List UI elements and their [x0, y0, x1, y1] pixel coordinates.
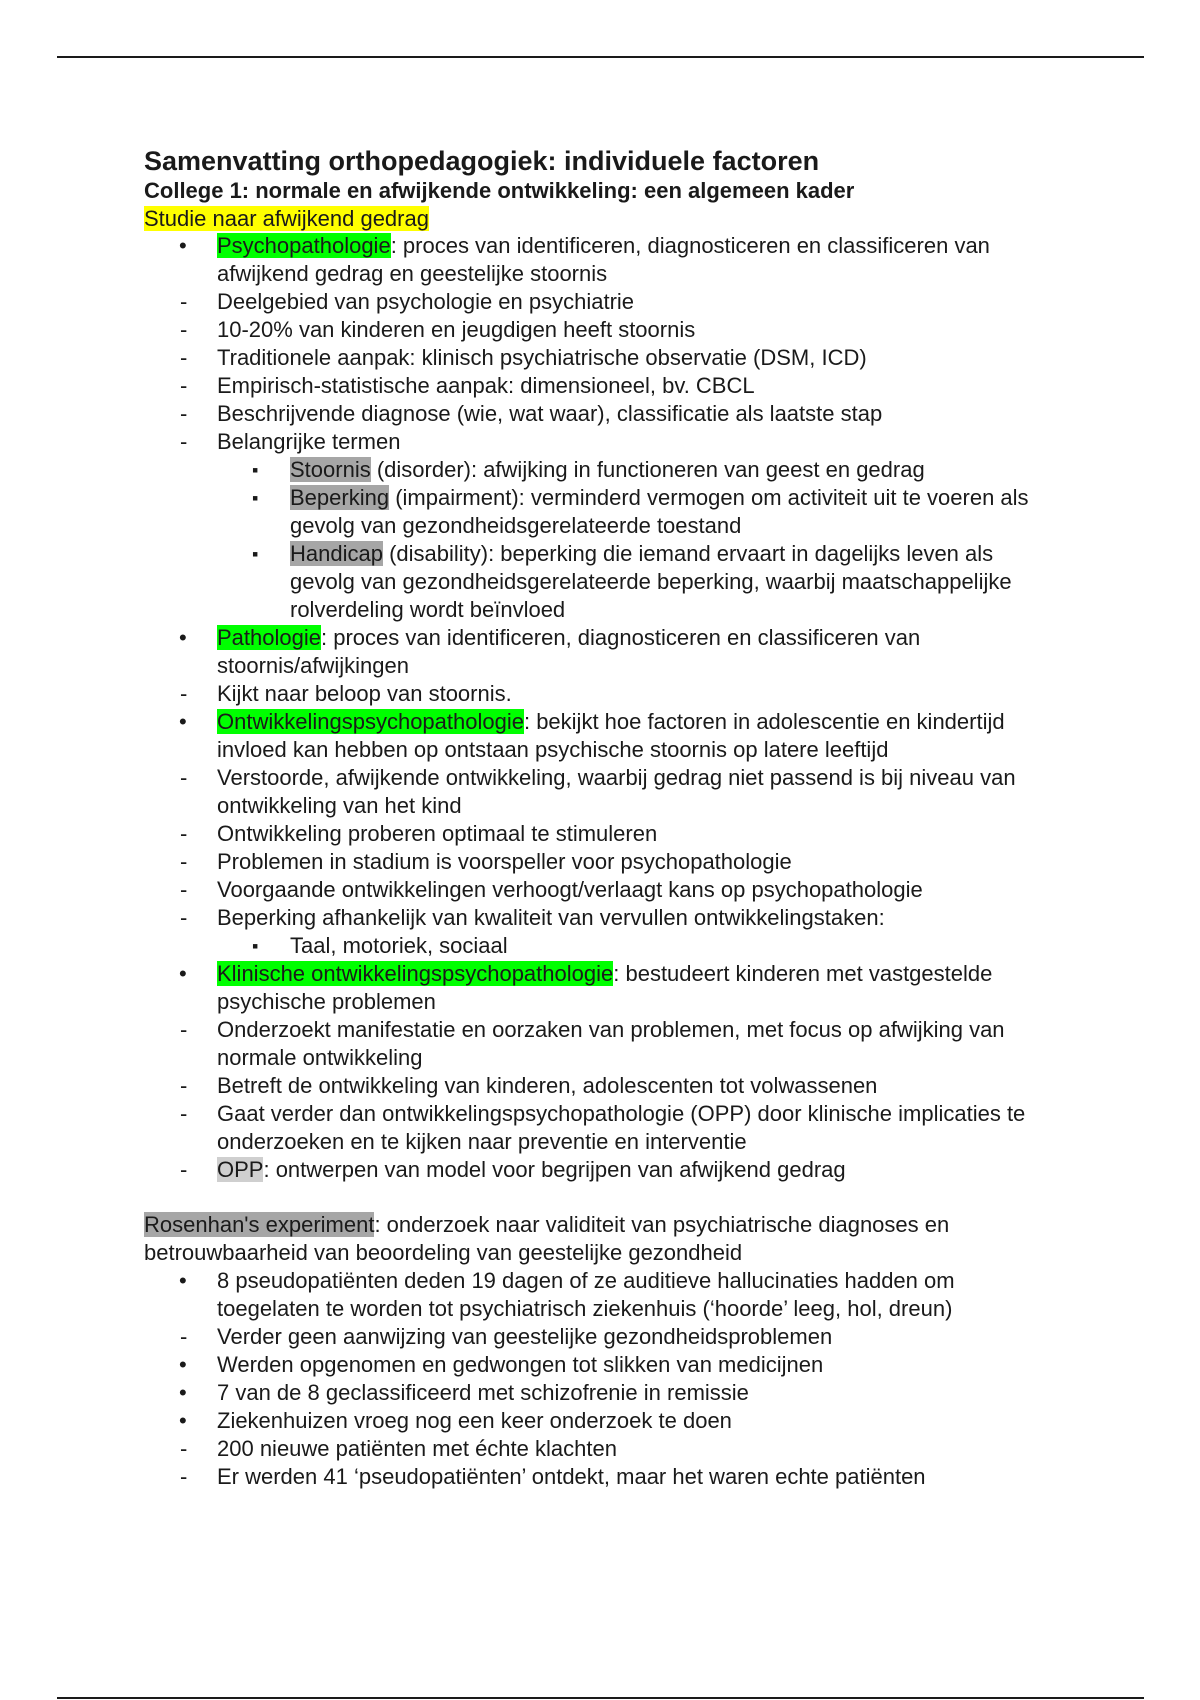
def-beperking: (impairment): verminderd vermogen om activiteit uit te voeren als gevolg van gezondheidsgerelateerde toestand — [290, 485, 1029, 538]
list-item: ▪ Taal, motoriek, sociaal — [217, 932, 1044, 960]
document-body — [144, 145, 1044, 1491]
ziekenhuizen-sublist — [180, 1435, 1044, 1491]
section-label — [144, 205, 1044, 232]
bullet-klinische-ontwikkelingspsychopathologie — [144, 960, 1044, 1184]
list-item: - Er werden 41 ‘pseudopatiënten’ ontdekt, maar het waren echte patiënten — [180, 1463, 1044, 1491]
bullet-ontwikkelingspsychopathologie — [144, 708, 1044, 960]
def-opp: : ontwerpen van model voor begrijpen van afwijkend gedrag — [263, 1157, 846, 1182]
bullet-text: Ziekenhuizen vroeg nog een keer onderzoek te doen — [217, 1408, 732, 1433]
bottom-rule — [57, 1697, 1144, 1699]
bullet-psychopathologie — [144, 232, 1044, 624]
list-item-label: Beperking afhankelijk van kwaliteit van vervullen ontwikkelingstaken: — [217, 905, 885, 930]
term-item-handicap — [217, 540, 1044, 624]
term-pathologie: Pathologie — [217, 625, 321, 650]
bullet-geclassificeerd: • 7 van de 8 geclassificeerd met schizofrenie in remissie — [144, 1379, 1044, 1407]
rosenhan-bullet-list — [144, 1267, 1044, 1491]
psychopathologie-sublist — [180, 288, 1044, 624]
term-item-beperking — [217, 484, 1044, 540]
term-opp: OPP — [217, 1157, 264, 1182]
list-item: - Voorgaande ontwikkelingen verhoogt/verlaagt kans op psychopathologie — [180, 876, 1044, 904]
term-item-stoornis — [217, 456, 1044, 484]
list-item: - Kijkt naar beloop van stoornis. — [180, 680, 1044, 708]
term-handicap: Handicap — [290, 541, 383, 566]
term-psychopathologie: Psychopathologie — [217, 233, 391, 258]
klinische-sublist — [180, 1016, 1044, 1184]
bullet-text: 8 pseudopatiënten deden 19 dagen of ze auditieve hallucinaties hadden om toegelaten te worden tot psychiatrisch ziekenhuis (‘hoorde’ leeg, hol, dreun) — [217, 1268, 955, 1321]
college-heading: College 1: normale en afwijkende ontwikkeling: een algemeen kader — [144, 178, 855, 203]
list-item: - Onderzoekt manifestatie en oorzaken van problemen, met focus op afwijking van normale ontwikkeling — [180, 1016, 1044, 1072]
spacer — [144, 1184, 1044, 1211]
ontwikkelingspsychopathologie-sublist — [180, 764, 1044, 960]
term-rosenhan: Rosenhan's experiment — [144, 1212, 375, 1237]
list-item: - Beschrijvende diagnose (wie, wat waar), classificatie als laatste stap — [180, 400, 1044, 428]
list-item: - Verstoorde, afwijkende ontwikkeling, waarbij gedrag niet passend is bij niveau van ontwikkeling van het kind — [180, 764, 1044, 820]
list-item-label: Belangrijke termen — [217, 429, 401, 454]
def-stoornis: (disorder): afwijking in functioneren van geest en gedrag — [370, 457, 925, 482]
document-title: Samenvatting orthopedagogiek: individuele factoren — [144, 146, 820, 176]
list-item-beperking-taken — [180, 904, 1044, 960]
list-item: - Traditionele aanpak: klinisch psychiatrische observatie (DSM, ICD) — [180, 344, 1044, 372]
term-beperking: Beperking — [290, 485, 390, 510]
main-bullet-list — [144, 232, 1044, 1184]
pathologie-sublist — [180, 680, 1044, 708]
def-psychopathologie: : proces van identificeren, diagnosticeren en classificeren van afwijkend gedrag en geestelijke stoornis — [217, 233, 990, 286]
list-item: - Verder geen aanwijzing van geestelijke gezondheidsproblemen — [180, 1323, 1044, 1351]
bullet-ziekenhuizen — [144, 1407, 1044, 1491]
def-handicap: (disability): beperking die iemand ervaart in dagelijks leven als gevolg van gezondheidsgerelateerde beperking, waarbij maatschappelijke rolverdeling wordt beïnvloed — [290, 541, 1012, 622]
def-klinische: : bestudeert kinderen met vastgestelde psychische problemen — [217, 961, 993, 1014]
list-item: - 200 nieuwe patiënten met échte klachten — [180, 1435, 1044, 1463]
def-pathologie: : proces van identificeren, diagnosticeren en classificeren van stoornis/afwijkingen — [217, 625, 921, 678]
bullet-pathologie — [144, 624, 1044, 708]
top-rule — [57, 56, 1144, 58]
list-item-belangrijke-termen — [180, 428, 1044, 624]
list-item: - Betreft de ontwikkeling van kinderen, adolescenten tot volwassenen — [180, 1072, 1044, 1100]
list-item: - Empirisch-statistische aanpak: dimensioneel, bv. CBCL — [180, 372, 1044, 400]
list-item: - Gaat verder dan ontwikkelingspsychopathologie (OPP) door klinische implicaties te onderzoeken en te kijken naar preventie en interventie — [180, 1100, 1044, 1156]
def-rosenhan: : onderzoek naar validiteit van psychiatrische diagnoses en betrouwbaarheid van beoordeling van geestelijke gezondheid — [144, 1212, 950, 1265]
term-klinische: Klinische ontwikkelingspsychopathologie — [217, 961, 614, 986]
rosenhan-paragraph — [144, 1211, 1044, 1267]
list-item: - Deelgebied van psychologie en psychiatrie — [180, 288, 1044, 316]
section-label-text: Studie naar afwijkend gedrag — [144, 206, 429, 231]
ontwikkelingstaken-sublist — [217, 932, 1044, 960]
list-item: - Ontwikkeling proberen optimaal te stimuleren — [180, 820, 1044, 848]
def-ontwikkelingspsychopathologie: : bekijkt hoe factoren in adolescentie en kindertijd invloed kan hebben op ontstaan psychische stoornis op latere leeftijd — [217, 709, 1005, 762]
bullet-opgenomen: • Werden opgenomen en gedwongen tot slikken van medicijnen — [144, 1351, 1044, 1379]
pseudopatienten-sublist — [180, 1323, 1044, 1351]
term-stoornis: Stoornis — [290, 457, 371, 482]
bullet-pseudopatienten — [144, 1267, 1044, 1351]
list-item: - 10-20% van kinderen en jeugdigen heeft stoornis — [180, 316, 1044, 344]
list-item-opp — [180, 1156, 1044, 1184]
list-item: - Problemen in stadium is voorspeller voor psychopathologie — [180, 848, 1044, 876]
terms-sublist — [217, 456, 1044, 624]
term-ontwikkelingspsychopathologie: Ontwikkelingspsychopathologie — [217, 709, 524, 734]
